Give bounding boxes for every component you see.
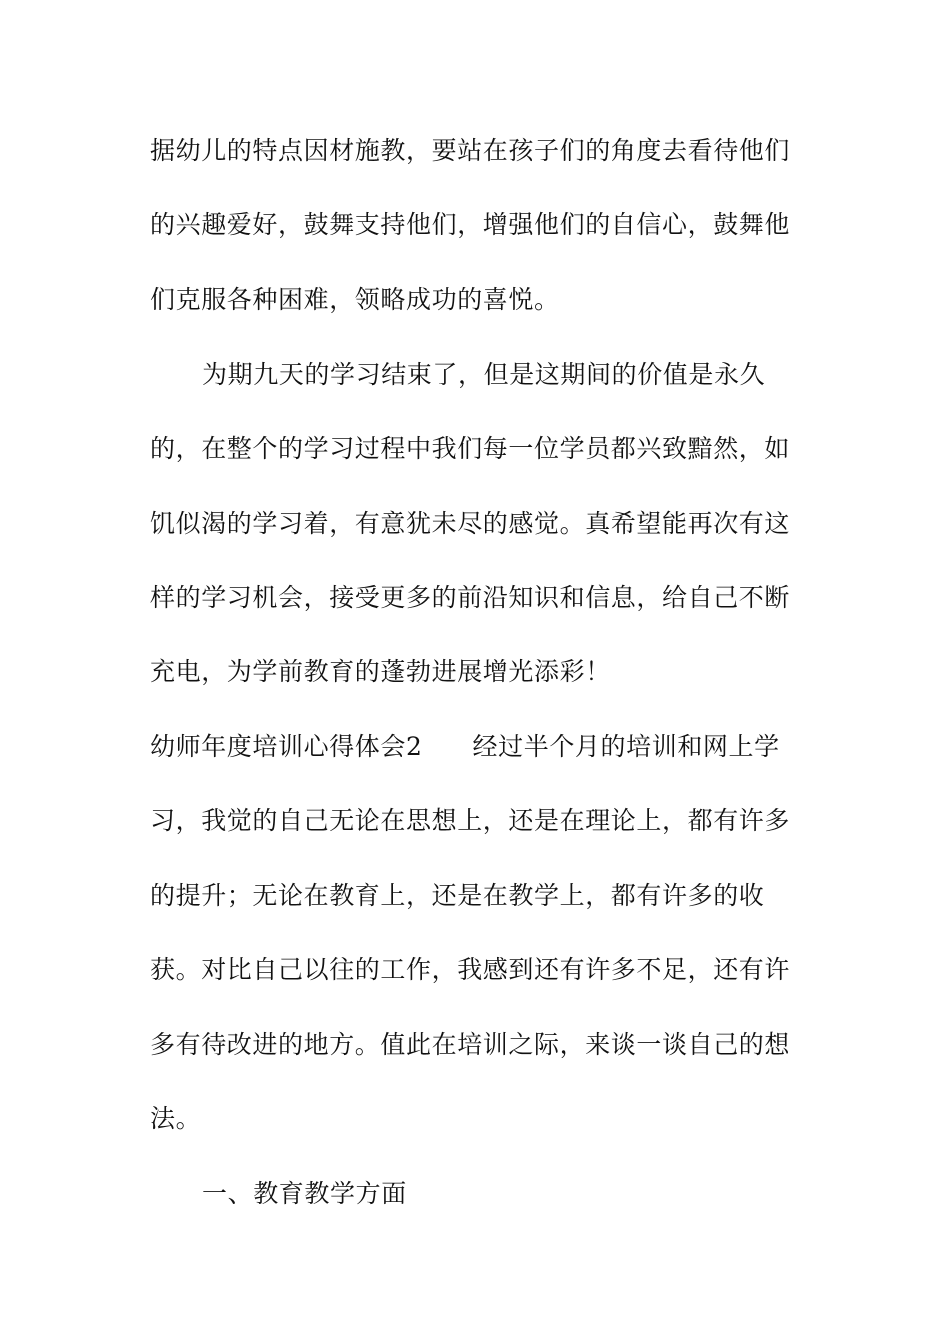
section-title: 幼师年度培训心得体会2 <box>150 732 423 761</box>
text-line: 据幼儿的特点因材施教，要站在孩子们的角度去看待他们 <box>150 136 791 165</box>
text-line: 充电，为学前教育的蓬勃进展增光添彩！ <box>150 657 611 686</box>
section-title-line <box>150 727 800 767</box>
subheading-line: 一、教育教学方面 <box>202 1179 407 1208</box>
text-line: 的，在整个的学习过程中我们每一位学员都兴致黯然，如 <box>150 434 791 463</box>
text-line: 的兴趣爱好，鼓舞支持他们，增强他们的自信心，鼓舞他 <box>150 210 791 239</box>
paragraph-start: 经过半个月的培训和网上学 <box>472 732 780 761</box>
text-line: 们克服各种困难，领略成功的喜悦。 <box>150 285 560 314</box>
text-line: 多有待改进的地方。值此在培训之际，来谈一谈自己的想 <box>150 1030 791 1059</box>
text-line: 样的学习机会，接受更多的前沿知识和信息，给自己不断 <box>150 583 791 612</box>
text-line: 的提升；无论在教育上，还是在教学上，都有许多的收 <box>150 881 765 910</box>
text-line: 饥似渴的学习着，有意犹未尽的感觉。真希望能再次有这 <box>150 509 791 538</box>
text-line: 法。 <box>150 1104 202 1133</box>
text-line: 习，我觉的自己无论在思想上，还是在理论上，都有许多 <box>150 806 791 835</box>
paragraph-start-line: 为期九天的学习结束了，但是这期间的价值是永久 <box>202 360 766 389</box>
text-line: 获。对比自己以往的工作，我感到还有许多不足，还有许 <box>150 955 791 984</box>
